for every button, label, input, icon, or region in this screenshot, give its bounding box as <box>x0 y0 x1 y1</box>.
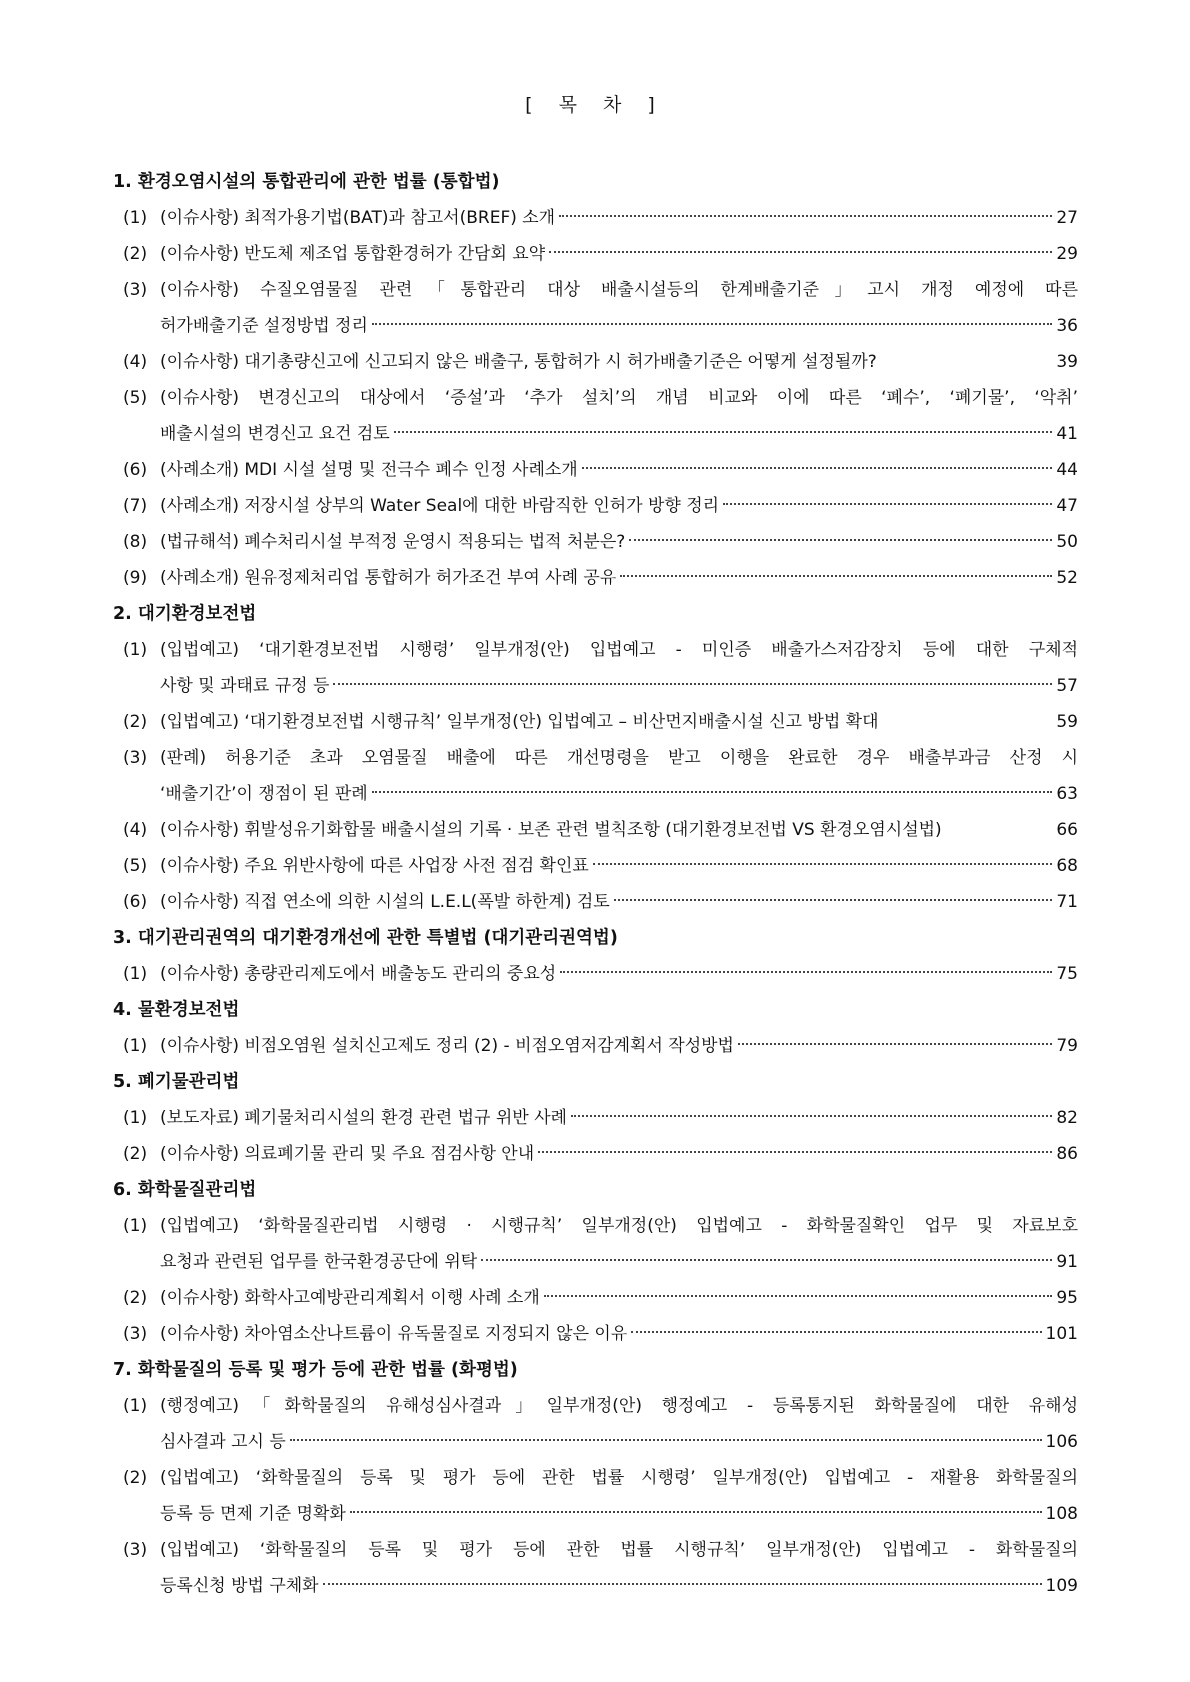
toc-entry[interactable] <box>113 956 1078 992</box>
toc-entry-line <box>113 1424 1078 1460</box>
toc-entry[interactable] <box>113 1532 1078 1604</box>
toc-entry[interactable] <box>113 632 1078 704</box>
entry-text: (행정예고)「화학물질의 유해성심사결과」일부개정(안) 행정예고 - 등록통지된 화학물질에 대한 유해성 <box>160 1396 1078 1416</box>
section-heading: 1. 환경오염시설의 통합관리에 관한 법률 (통합법) <box>113 172 500 192</box>
entry-text: (이슈사항) 의료폐기물 관리 및 주요 점검사항 안내 <box>160 1144 535 1164</box>
page-number: 66 <box>1056 820 1078 840</box>
toc-entry-line <box>113 1460 1078 1496</box>
section-heading: 4. 물환경보전법 <box>113 1000 240 1020</box>
entry-text: (이슈사항) 수질오염물질 관련「통합관리 대상 배출시설등의 한계배출기준」고시 개정 예정에 따른 <box>160 280 1078 300</box>
dot-leader <box>394 431 1053 433</box>
entry-number: (1) <box>123 640 148 660</box>
toc-entry-line <box>113 848 1078 884</box>
entry-number: (1) <box>123 964 148 984</box>
toc-entry-line <box>113 704 1078 740</box>
toc-entry-line <box>113 632 1078 668</box>
entry-fill <box>160 560 1056 596</box>
toc-entry-line <box>113 1388 1078 1424</box>
page-number: 29 <box>1056 244 1078 264</box>
entry-text: 등록신청 방법 구체화 <box>160 1576 319 1596</box>
toc-entry[interactable] <box>113 1136 1078 1172</box>
toc-entry[interactable] <box>113 452 1078 488</box>
entry-number: (5) <box>123 388 148 408</box>
entry-number: (3) <box>123 280 148 300</box>
toc-entry-line <box>113 236 1078 272</box>
toc-entry-line <box>113 1244 1078 1280</box>
entry-text: (입법예고) ‘대기환경보전법 시행규칙’ 일부개정(안) 입법예고 – 비산먼지배출시설 신고 방법 확대 <box>160 712 879 732</box>
entry-number: (6) <box>123 460 148 480</box>
page-number: 59 <box>1056 712 1078 732</box>
entry-text: (입법예고) ‘화학물질의 등록 및 평가 등에 관한 법률 시행령’ 일부개정(안) 입법예고 - 재활용 화학물질의 <box>160 1468 1078 1488</box>
toc-entry[interactable] <box>113 1388 1078 1460</box>
section-heading: 5. 폐기물관리법 <box>113 1072 240 1092</box>
page-number: 108 <box>1045 1504 1078 1524</box>
entry-text: (사례소개) 저장시설 상부의 Water Seal에 대한 바람직한 인허가 방향 정리 <box>160 496 720 516</box>
toc-entry[interactable] <box>113 200 1078 236</box>
toc-entry[interactable] <box>113 344 1078 380</box>
entry-number: (2) <box>123 244 148 264</box>
toc-entry-line <box>113 1316 1078 1352</box>
toc-entry[interactable] <box>113 524 1078 560</box>
toc-entry-line <box>113 1028 1078 1064</box>
page-number: 50 <box>1056 532 1078 552</box>
entry-text: (사례소개) MDI 시설 설명 및 전극수 폐수 인정 사례소개 <box>160 460 578 480</box>
entry-fill <box>160 956 1056 992</box>
toc-entry-line <box>113 524 1078 560</box>
entry-text: 배출시설의 변경신고 요건 검토 <box>160 424 390 444</box>
toc-entry[interactable] <box>113 884 1078 920</box>
toc-entry-line <box>113 308 1078 344</box>
entry-text: (이슈사항) 변경신고의 대상에서 ‘증설’과 ‘추가 설치’의 개념 비교와 이에 따른 ‘폐수’, ‘폐기물’, ‘악취’ <box>160 388 1078 408</box>
entry-number: (3) <box>123 1324 148 1344</box>
entry-text: (이슈사항) 화학사고예방관리계획서 이행 사례 소개 <box>160 1288 540 1308</box>
page-number: 39 <box>1056 352 1078 372</box>
dot-leader <box>629 539 1052 541</box>
entry-text: (이슈사항) 주요 위반사항에 따른 사업장 사전 점검 확인표 <box>160 856 589 876</box>
toc-entry[interactable] <box>113 1316 1078 1352</box>
dot-leader <box>290 1439 1042 1441</box>
entry-number: (2) <box>123 712 148 732</box>
entry-fill <box>160 1496 1046 1532</box>
dot-leader <box>738 1043 1052 1045</box>
entry-number: (1) <box>123 1216 148 1236</box>
entry-number: (4) <box>123 820 148 840</box>
dot-leader <box>593 863 1053 865</box>
entry-fill <box>160 308 1056 344</box>
entry-fill <box>160 1280 1056 1316</box>
page-number: 79 <box>1056 1036 1078 1056</box>
entry-text: (보도자료) 폐기물처리시설의 환경 관련 법규 위반 사례 <box>160 1108 567 1128</box>
toc-entry-line <box>113 200 1078 236</box>
page-number: 41 <box>1056 424 1078 444</box>
entry-text: 사항 및 과태료 규정 등 <box>160 676 330 696</box>
entry-number: (6) <box>123 892 148 912</box>
page-number: 82 <box>1056 1108 1078 1128</box>
toc-entry-line <box>113 1280 1078 1316</box>
entry-number: (2) <box>123 1468 148 1488</box>
entry-fill <box>160 416 1056 452</box>
entry-fill <box>160 488 1056 524</box>
dot-leader <box>333 683 1052 685</box>
toc-entry[interactable] <box>113 272 1078 344</box>
entry-number: (2) <box>123 1144 148 1164</box>
page-number: 44 <box>1056 460 1078 480</box>
toc-entry[interactable] <box>113 812 1078 848</box>
entry-fill <box>160 1568 1046 1604</box>
page-number: 47 <box>1056 496 1078 516</box>
page-number: 52 <box>1056 568 1078 588</box>
toc-entry-line <box>113 1568 1078 1604</box>
entry-fill <box>160 884 1056 920</box>
entry-text: (이슈사항) 비점오염원 설치신고제도 정리 (2) - 비점오염저감계획서 작성방법 <box>160 1036 734 1056</box>
section-heading: 7. 화학물질의 등록 및 평가 등에 관한 법률 (화평법) <box>113 1360 518 1380</box>
entry-number: (1) <box>123 1396 148 1416</box>
toc-entry[interactable] <box>113 380 1078 452</box>
entry-text: 등록 등 면제 기준 명확화 <box>160 1504 346 1524</box>
page-number: 36 <box>1056 316 1078 336</box>
toc-entry[interactable] <box>113 1100 1078 1136</box>
entry-fill <box>160 776 1056 812</box>
entry-text: (법규해석) 폐수처리시설 부적정 운영시 적용되는 법적 처분은? <box>160 532 626 552</box>
entry-text: 심사결과 고시 등 <box>160 1432 286 1452</box>
entry-number: (3) <box>123 748 148 768</box>
toc-entry[interactable] <box>113 740 1078 812</box>
dot-leader <box>620 575 1052 577</box>
entry-text: (이슈사항) 총량관리제도에서 배출농도 관리의 중요성 <box>160 964 557 984</box>
entry-number: (1) <box>123 208 148 228</box>
entry-text: (사례소개) 원유정제처리업 통합허가 허가조건 부여 사례 공유 <box>160 568 617 588</box>
entry-text: 허가배출기준 설정방법 정리 <box>160 316 368 336</box>
table-of-contents <box>113 164 1078 1604</box>
dot-leader <box>372 323 1052 325</box>
toc-entry-line <box>113 668 1078 704</box>
dot-leader <box>582 467 1053 469</box>
entry-fill <box>160 1316 1046 1352</box>
toc-entry[interactable] <box>113 848 1078 884</box>
toc-entry-line <box>113 416 1078 452</box>
page-number: 63 <box>1056 784 1078 804</box>
toc-entry-line <box>113 272 1078 308</box>
entry-fill <box>160 704 1056 740</box>
dot-leader <box>560 971 1052 973</box>
toc-entry-line <box>113 956 1078 992</box>
entry-text: (이슈사항) 직접 연소에 의한 시설의 L.E.L(폭발 하한계) 검토 <box>160 892 610 912</box>
entry-fill <box>160 236 1056 272</box>
dot-leader <box>323 1583 1042 1585</box>
page-number: 109 <box>1045 1576 1078 1596</box>
toc-entry[interactable] <box>113 236 1078 272</box>
page-number: 27 <box>1056 208 1078 228</box>
toc-entry[interactable] <box>113 1460 1078 1532</box>
toc-entry[interactable] <box>113 704 1078 740</box>
toc-entry-line <box>113 812 1078 848</box>
entry-text: (이슈사항) 대기총량신고에 신고되지 않은 배출구, 통합허가 시 허가배출기준은 어떻게 설정될까? <box>160 352 877 372</box>
page-number: 106 <box>1045 1432 1078 1452</box>
entry-fill <box>160 200 1056 236</box>
toc-entry-line <box>113 488 1078 524</box>
dot-leader <box>350 1511 1042 1513</box>
toc-entry-line <box>113 452 1078 488</box>
dot-leader <box>481 1259 1052 1261</box>
toc-entry-line <box>113 884 1078 920</box>
entry-fill <box>160 1100 1056 1136</box>
toc-entry[interactable] <box>113 1208 1078 1280</box>
toc-entry-line <box>113 1496 1078 1532</box>
dot-leader <box>538 1151 1052 1153</box>
dot-leader <box>631 1331 1041 1333</box>
page-number: 68 <box>1056 856 1078 876</box>
dot-leader <box>723 503 1052 505</box>
page-number: 95 <box>1056 1288 1078 1308</box>
entry-text: (이슈사항) 휘발성유기화합물 배출시설의 기록 · 보존 관련 벌칙조항 (대기환경보전법 VS 환경오염시설법) <box>160 820 942 840</box>
entry-fill <box>160 344 1056 380</box>
entry-text: ‘배출기간’이 쟁점이 된 판례 <box>160 784 368 804</box>
entry-text: (이슈사항) 차아염소산나트륨이 유독물질로 지정되지 않은 이유 <box>160 1324 628 1344</box>
entry-text: (입법예고) ‘화학물질의 등록 및 평가 등에 관한 법률 시행규칙’ 일부개정(안) 입법예고 - 화학물질의 <box>160 1540 1078 1560</box>
toc-entry-line <box>113 740 1078 776</box>
entry-text: (판례) 허용기준 초과 오염물질 배출에 따른 개선명령을 받고 이행을 완료한 경우 배출부과금 산정 시 <box>160 748 1078 768</box>
toc-entry-line <box>113 1136 1078 1172</box>
entry-fill <box>160 1136 1056 1172</box>
entry-number: (3) <box>123 1540 148 1560</box>
entry-number: (1) <box>123 1108 148 1128</box>
entry-number: (7) <box>123 496 148 516</box>
entry-fill <box>160 1244 1056 1280</box>
toc-title: [ 목 차 ] <box>525 94 665 116</box>
entry-text: 요청과 관련된 업무를 한국환경공단에 위탁 <box>160 1252 478 1272</box>
toc-entry-line <box>113 380 1078 416</box>
toc-entry[interactable] <box>113 488 1078 524</box>
toc-entry-line <box>113 344 1078 380</box>
entry-number: (4) <box>123 352 148 372</box>
entry-fill <box>160 812 1056 848</box>
toc-entry-line <box>113 1532 1078 1568</box>
entry-fill <box>160 1424 1046 1460</box>
toc-entry-line <box>113 1208 1078 1244</box>
entry-number: (5) <box>123 856 148 876</box>
toc-entry-line <box>113 1100 1078 1136</box>
dot-leader <box>372 791 1053 793</box>
entry-fill <box>160 452 1056 488</box>
page-number: 101 <box>1045 1324 1078 1344</box>
entry-fill <box>160 848 1056 884</box>
entry-number: (1) <box>123 1036 148 1056</box>
dot-leader <box>549 251 1052 253</box>
toc-entry-line <box>113 560 1078 596</box>
entry-fill <box>160 1028 1056 1064</box>
toc-entry[interactable] <box>113 560 1078 596</box>
toc-entry-line <box>113 776 1078 812</box>
entry-text: (입법예고) ‘화학물질관리법 시행령 · 시행규칙’ 일부개정(안) 입법예고 - 화학물질확인 업무 및 자료보호 <box>160 1216 1078 1236</box>
section-heading: 2. 대기환경보전법 <box>113 604 257 624</box>
dot-leader <box>559 215 1052 217</box>
page-number: 75 <box>1056 964 1078 984</box>
page-number: 71 <box>1056 892 1078 912</box>
entry-number: (8) <box>123 532 148 552</box>
entry-text: (이슈사항) 최적가용기법(BAT)과 참고서(BREF) 소개 <box>160 208 556 228</box>
entry-number: (2) <box>123 1288 148 1308</box>
entry-fill <box>160 524 1056 560</box>
entry-fill <box>160 668 1056 704</box>
section-heading: 6. 화학물질관리법 <box>113 1180 257 1200</box>
entry-text: (입법예고) ‘대기환경보전법 시행령’ 일부개정(안) 입법예고 - 미인증 배출가스저감장치 등에 대한 구체적 <box>160 640 1078 660</box>
toc-entry[interactable] <box>113 1280 1078 1316</box>
section-heading: 3. 대기관리권역의 대기환경개선에 관한 특별법 (대기관리권역법) <box>113 928 618 948</box>
page-number: 86 <box>1056 1144 1078 1164</box>
entry-number: (9) <box>123 568 148 588</box>
dot-leader <box>571 1115 1052 1117</box>
dot-leader <box>614 899 1053 901</box>
page-number: 91 <box>1056 1252 1078 1272</box>
entry-text: (이슈사항) 반도체 제조업 통합환경허가 간담회 요약 <box>160 244 546 264</box>
toc-entry[interactable] <box>113 1028 1078 1064</box>
dot-leader <box>544 1295 1053 1297</box>
page-number: 57 <box>1056 676 1078 696</box>
